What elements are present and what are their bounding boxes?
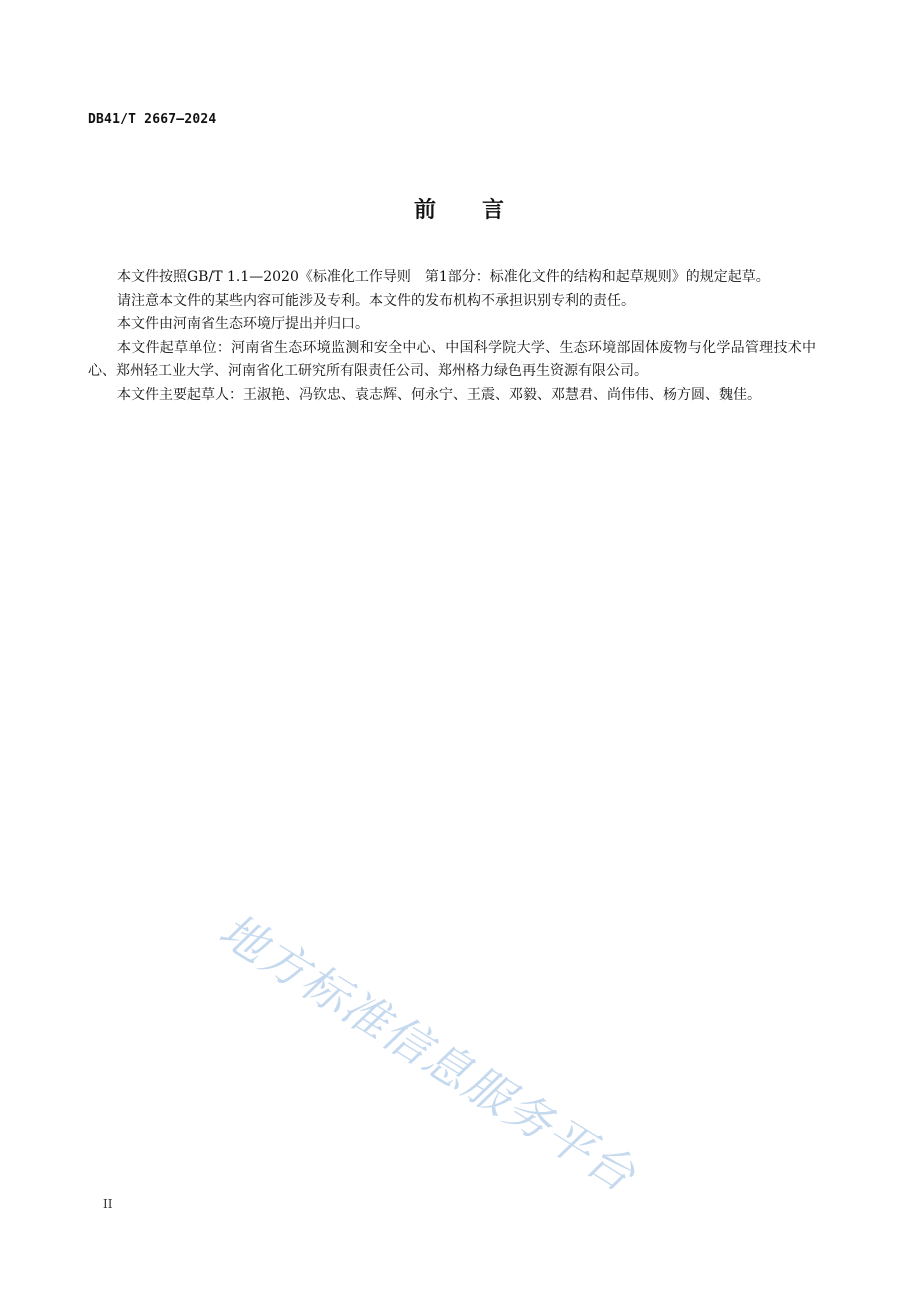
page-title <box>0 193 920 224</box>
preface-body <box>88 266 816 408</box>
document-code: DB41/T 2667—2024 <box>88 112 217 127</box>
paragraph-proposer: 本文件由河南省生态环境厅提出并归口。 <box>117 316 369 333</box>
title-char-2: 言 <box>482 198 507 223</box>
paragraph-drafters: 本文件主要起草人：王淑艳、冯钦忠、袁志辉、何永宁、王震、邓毅、邓慧君、尚伟伟、杨方圆、魏佳。 <box>117 386 761 403</box>
title-char-1: 前 <box>413 198 438 223</box>
paragraph-drafting-rules: 本文件按照GB/T 1.1—2020《标准化工作导则 第1部分：标准化文件的结构和起草规则》的规定起草。 <box>117 269 770 285</box>
page-number: II <box>103 1197 113 1211</box>
paragraph-patent-notice: 请注意本文件的某些内容可能涉及专利。本文件的发布机构不承担识别专利的责任。 <box>117 292 635 309</box>
paragraph-drafting-units: 本文件起草单位：河南省生态环境监测和安全中心、中国科学院大学、生态环境部固体废物与化学品管理技术中心、郑州轻工业大学、河南省化工研究所有限责任公司、郑州格力绿色再生资源有限公司。 <box>88 339 816 380</box>
watermark: 地方标准信息服务平台 <box>210 902 646 1203</box>
